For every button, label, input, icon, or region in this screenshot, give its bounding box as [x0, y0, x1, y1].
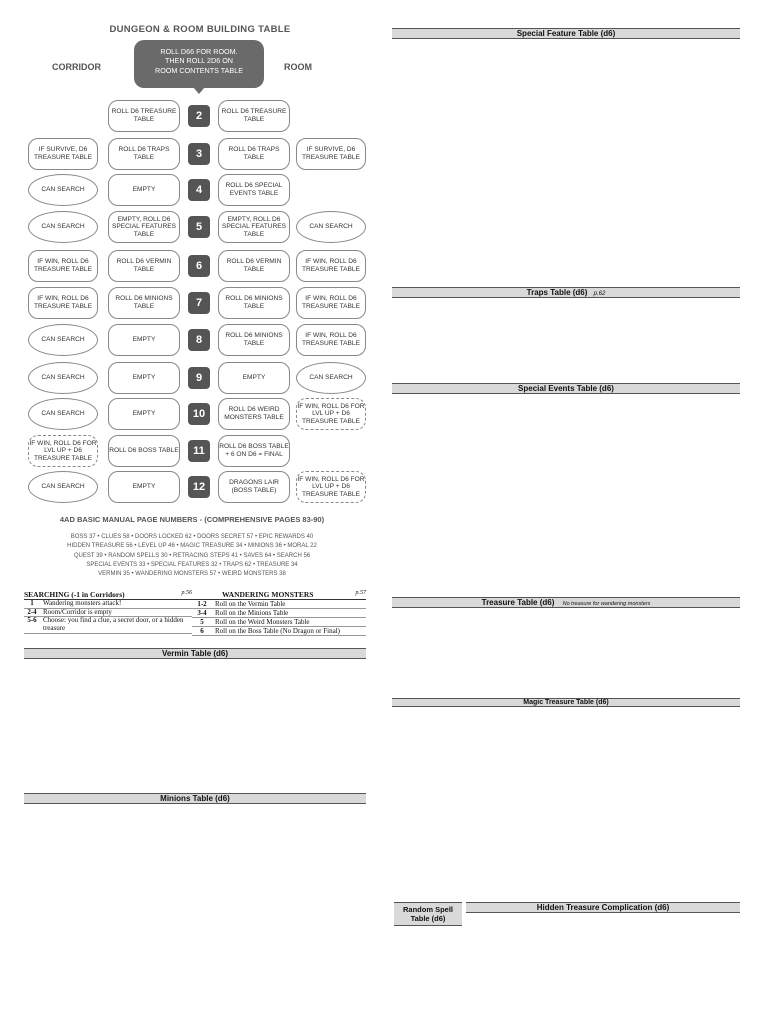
room-content-box: ROLL D6 TRAPS TABLE: [218, 138, 290, 170]
traps-page: p.62: [593, 291, 606, 297]
magic-treasure-title: Magic Treasure Table (d6): [392, 698, 740, 707]
wandering-row: [192, 618, 366, 627]
page-numbers-line: BOSS 37 • CLUES 58 • DOORS LOCKED 62 • DOORS SECRET 57 • EPIC REWARDS 40: [70, 534, 314, 540]
roll-number: 5: [188, 216, 210, 238]
wandering-result: Roll on the Minions Table: [215, 609, 289, 618]
minions-table-title: Minions Table (d6): [24, 793, 366, 804]
corridor-outcome-box: CAN SEARCH: [28, 471, 98, 503]
wandering-result: Roll on the Vermin Table: [215, 600, 286, 608]
wandering-roll: 3-4: [197, 609, 207, 618]
corridor-outcome-box: CAN SEARCH: [28, 398, 98, 430]
room-content-box: EMPTY, ROLL D6 SPECIAL FEATURES TABLE: [218, 211, 290, 243]
searching-result: Room/Corridor is empty: [43, 607, 112, 616]
searching-roll: 2-4: [27, 607, 37, 616]
wandering-roll: 1-2: [197, 600, 207, 608]
roll-number: 4: [188, 179, 210, 201]
roll-number: 11: [188, 440, 210, 462]
page-numbers-line: QUEST 39 • RANDOM SPELLS 30 • RETRACING STEPS 41 • SAVES 64 • SEARCH 56: [73, 552, 311, 559]
room-outcome-box: IF WIN, ROLL D6 TREASURE TABLE: [296, 287, 366, 319]
instruction-bubble: [134, 40, 264, 88]
room-content-box: ROLL D6 VERMIN TABLE: [218, 250, 290, 282]
wandering-row: [192, 627, 366, 636]
corridor-content-box: EMPTY: [108, 471, 180, 503]
room-content-box: ROLL D6 SPECIAL EVENTS TABLE: [218, 174, 290, 206]
roll-number: 6: [188, 255, 210, 277]
special-events-title: Special Events Table (d6): [392, 383, 740, 394]
searching-result: Wandering monsters attack!: [43, 599, 122, 607]
room-label: ROOM: [284, 62, 312, 72]
corridor-content-box: EMPTY: [108, 362, 180, 394]
corridor-content-box: EMPTY, ROLL D6 SPECIAL FEATURES TABLE: [108, 211, 180, 243]
room-content-box: ROLL D6 MINIONS TABLE: [218, 324, 290, 356]
corridor-outcome-box: CAN SEARCH: [28, 362, 98, 394]
corridor-outcome-box: CAN SEARCH: [28, 211, 98, 243]
room-outcome-box: IF WIN, ROLL D6 FOR LVL UP + D6 TREASURE TABLE: [296, 398, 366, 430]
corridor-outcome-box: IF WIN, ROLL D6 TREASURE TABLE: [28, 287, 98, 319]
bubble-line: THEN ROLL 2D6 ON: [164, 56, 234, 66]
searching-roll: 5-6: [27, 616, 37, 625]
treasure-title: [392, 597, 740, 608]
searching-result: Choose: you find a clue, a secret door, or a hidden treasure: [43, 616, 184, 633]
random-spell-title: Random Spell Table (d6): [394, 902, 462, 926]
corridor-content-box: EMPTY: [108, 398, 180, 430]
room-content-box: ROLL D6 MINIONS TABLE: [218, 287, 290, 319]
room-content-box: ROLL D6 WEIRD MONSTERS TABLE: [218, 398, 290, 430]
wandering-monsters-table: [192, 590, 366, 636]
roll-number: 12: [188, 476, 210, 498]
roll-number: 8: [188, 329, 210, 351]
wandering-row: [192, 609, 366, 618]
bubble-line: ROOM CONTENTS TABLE: [155, 65, 243, 75]
vermin-table-title: Vermin Table (d6): [24, 648, 366, 659]
corridor-content-box: ROLL D6 TRAPS TABLE: [108, 138, 180, 170]
searching-title: SEARCHING (-1 in Corridors): [24, 590, 125, 599]
wandering-result: Roll on the Weird Monsters Table: [215, 618, 310, 627]
corridor-content-box: ROLL D6 MINIONS TABLE: [108, 287, 180, 319]
searching-roll: 1: [30, 599, 34, 607]
room-content-box: EMPTY: [218, 362, 290, 394]
roll-number: 10: [188, 403, 210, 425]
room-outcome-box: CAN SEARCH: [296, 211, 366, 243]
corridor-content-box: EMPTY: [108, 324, 180, 356]
traps-title-text: Traps Table (d6): [526, 288, 588, 297]
room-outcome-box: IF WIN, ROLL D6 TREASURE TABLE: [296, 324, 366, 356]
roll-number: 7: [188, 292, 210, 314]
special-feature-title: Special Feature Table (d6): [392, 28, 740, 39]
wandering-row: [192, 600, 366, 609]
treasure-title-text: Treasure Table (d6): [481, 598, 555, 607]
corridor-content-box: ROLL D6 TREASURE TABLE: [108, 100, 180, 132]
page-numbers-line: SPECIAL EVENTS 33 • SPECIAL FEATURES 32 • TRAPS 62 • TREASURE 34: [86, 561, 298, 568]
room-outcome-box: IF WIN, ROLL D6 FOR LVL UP + D6 TREASURE TABLE: [296, 471, 366, 503]
wandering-roll: 5: [200, 618, 204, 627]
room-outcome-box: IF WIN, ROLL D6 TREASURE TABLE: [296, 250, 366, 282]
bubble-line: ROLL D66 FOR ROOM.: [160, 47, 238, 56]
corridor-content-box: ROLL D6 BOSS TABLE: [108, 435, 180, 467]
roll-number: 3: [188, 143, 210, 165]
corridor-outcome-box: CAN SEARCH: [28, 174, 98, 206]
wandering-title: WANDERING MONSTERS: [222, 590, 314, 599]
page-numbers-heading: 4AD BASIC MANUAL PAGE NUMBERS - (COMPREHENSIVE PAGES 83-90): [59, 515, 325, 524]
wandering-result: Roll on the Boss Table (No Dragon or Final): [215, 627, 340, 636]
room-content-box: ROLL D6 BOSS TABLE + 6 ON D6 = FINAL: [218, 435, 290, 467]
roll-number: 9: [188, 367, 210, 389]
wandering-page: p.57: [355, 590, 366, 596]
corridor-label: CORRIDOR: [52, 62, 101, 72]
room-outcome-box: CAN SEARCH: [296, 362, 366, 394]
bubble-pointer: [193, 87, 205, 94]
corridor-outcome-box: IF WIN, ROLL D6 FOR LVL UP + D6 TREASURE TABLE: [28, 435, 98, 467]
wandering-roll: 6: [200, 627, 204, 636]
room-outcome-box: IF SURVIVE, D6 TREASURE TABLE: [296, 138, 366, 170]
corridor-content-box: EMPTY: [108, 174, 180, 206]
roll-number: 2: [188, 105, 210, 127]
traps-title: [392, 287, 740, 298]
treasure-note: No treasure for wandering monsters: [562, 601, 651, 607]
page-title: DUNGEON & ROOM BUILDING TABLE: [109, 24, 291, 35]
corridor-content-box: ROLL D6 VERMIN TABLE: [108, 250, 180, 282]
room-content-box: ROLL D6 TREASURE TABLE: [218, 100, 290, 132]
page-numbers-line: VERMIN 35 • WANDERING MONSTERS 57 • WEIRD MONSTERS 38: [98, 571, 286, 578]
hidden-treasure-title: Hidden Treasure Complication (d6): [466, 902, 740, 913]
corridor-outcome-box: CAN SEARCH: [28, 324, 98, 356]
page-numbers-line: HIDDEN TREASURE 56 • LEVEL UP 46 • MAGIC TREASURE 34 • MINIONS 36 • MORAL 22: [67, 543, 317, 550]
searching-row: [24, 617, 192, 633]
corridor-outcome-box: IF SURVIVE, D6 TREASURE TABLE: [28, 138, 98, 170]
corridor-outcome-box: IF WIN, ROLL D6 TREASURE TABLE: [28, 250, 98, 282]
searching-page: p.56: [181, 590, 192, 596]
room-content-box: DRAGONS LAIR (BOSS TABLE): [218, 471, 290, 503]
searching-table: [24, 590, 192, 634]
page-numbers: [20, 533, 364, 579]
